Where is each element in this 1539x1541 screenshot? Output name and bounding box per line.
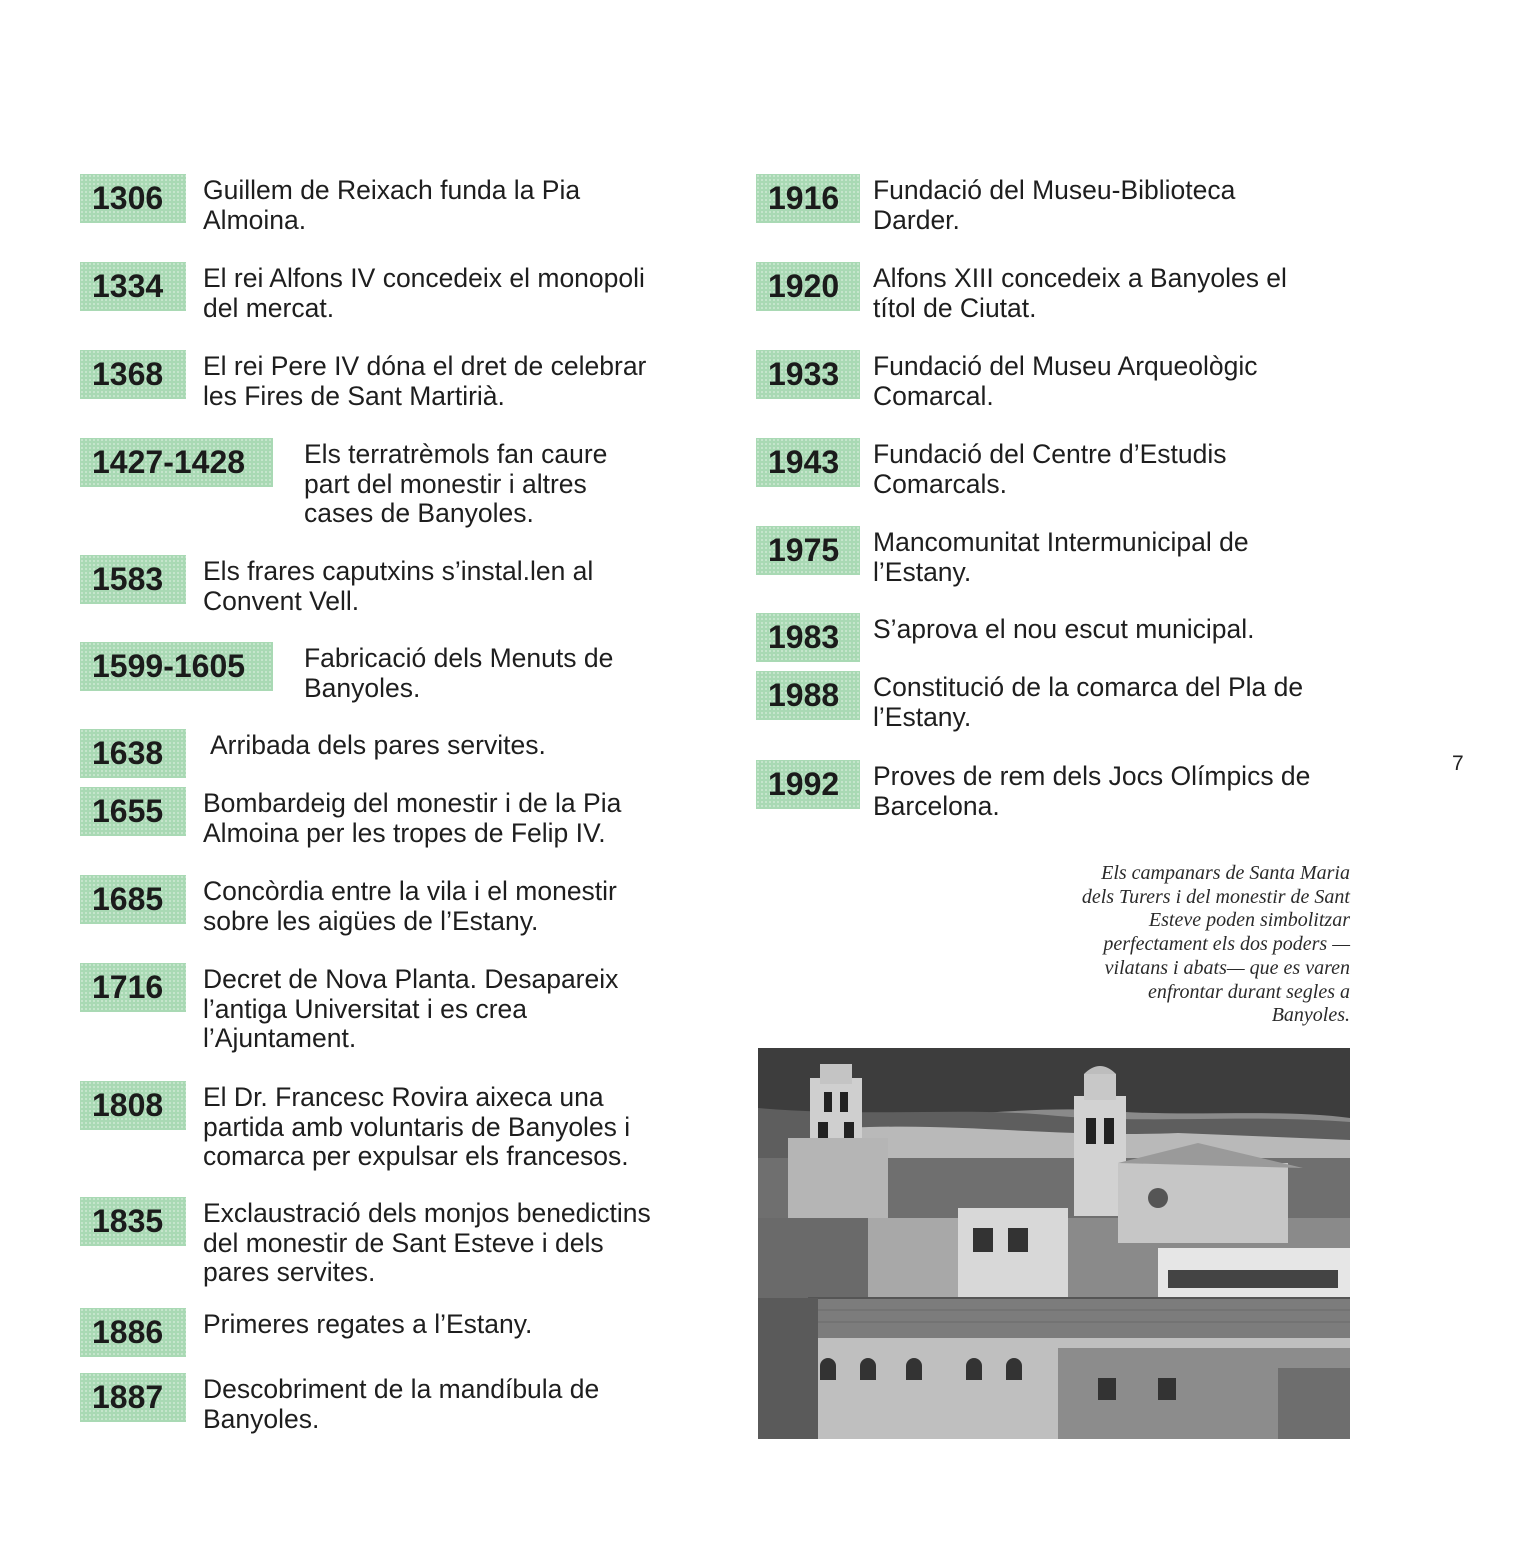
year-badge: 1887	[80, 1373, 186, 1422]
entry-line: Banyoles.	[203, 1403, 320, 1434]
entry-text	[873, 176, 1235, 235]
entry-line: Mancomunitat Intermunicipal de	[873, 527, 1249, 557]
entry-line: Comarcals.	[873, 468, 1008, 499]
year-badge: 1583	[80, 555, 186, 604]
entry-text	[873, 762, 1310, 821]
caption-line: Esteve poden simbolitzar	[1148, 909, 1350, 932]
caption-line: dels Turers i del monestir de Sant	[1081, 885, 1350, 908]
caption-line: enfrontar durant segles a	[1147, 980, 1350, 1003]
entry-text	[873, 673, 1303, 732]
entry-line: Primeres regates a l’Estany.	[203, 1309, 533, 1339]
entry-line: Fundació del Museu Arqueològic	[873, 351, 1258, 381]
entry-line: Comarcal.	[873, 380, 994, 411]
entry-line: Exclaustració dels monjos benedictins	[203, 1198, 651, 1228]
year-badge: 1933	[756, 350, 860, 399]
entry-line: Guillem de Reixach funda la Pia	[203, 175, 581, 205]
entry-line: comarca per expulsar els francesos.	[203, 1141, 629, 1171]
entry-line: Els frares caputxins s’instal.len al	[203, 556, 594, 586]
entry-text	[873, 615, 1255, 645]
entry-line: partida amb voluntaris de Banyoles i	[203, 1111, 631, 1142]
entry-line: Darder.	[873, 204, 960, 235]
year-badge: 1992	[756, 760, 860, 809]
caption-line: Els campanars de Santa Maria	[1101, 862, 1350, 884]
entry-line: l’Estany.	[873, 701, 972, 732]
entry-text	[873, 440, 1227, 499]
entry-line: part del monestir i altres	[304, 468, 587, 499]
bell-towers-photo	[758, 1048, 1350, 1439]
year-badge: 1638	[80, 729, 186, 778]
year-badge: 1685	[80, 875, 186, 924]
caption-line: perfectament els dos poders —	[1103, 933, 1350, 956]
year-badge: 1368	[80, 350, 186, 399]
photo-caption	[960, 862, 1350, 1028]
entry-text	[873, 352, 1258, 411]
entry-line: pares servites.	[203, 1257, 376, 1287]
year-badge: 1716	[80, 963, 186, 1012]
entry-line: Els terratrèmols fan caure	[304, 439, 608, 469]
year-badge: 1655	[80, 787, 186, 836]
year-badge: 1808	[80, 1081, 186, 1130]
entry-line: Fabricació dels Menuts de	[304, 643, 614, 673]
year-badge: 1975	[756, 526, 860, 575]
year-badge: 1306	[80, 174, 186, 223]
entry-line: les Fires de Sant Martirià.	[203, 380, 505, 411]
entry-line: Proves de rem dels Jocs Olímpics de	[873, 761, 1311, 791]
entry-line: Alfons XIII concedeix a Banyoles el	[873, 263, 1287, 293]
entry-line: Almoina per les tropes de Felip IV.	[203, 817, 606, 848]
entry-line: Almoina.	[203, 204, 307, 235]
year-badge: 1920	[756, 262, 860, 311]
entry-line: l’antiga Universitat i es crea	[203, 993, 528, 1024]
entry-line: Banyoles.	[304, 672, 421, 703]
entry-text	[873, 528, 1249, 587]
entry-line: Convent Vell.	[203, 585, 360, 616]
entry-line: sobre les aigües de l’Estany.	[203, 905, 539, 936]
entry-line: Descobriment de la mandíbula de	[203, 1374, 600, 1404]
entry-line: títol de Ciutat.	[873, 292, 1037, 323]
entry-line: Concòrdia entre la vila i el monestir	[203, 876, 617, 906]
entry-line: Bombardeig del monestir i de la Pia	[203, 788, 622, 818]
page-number: 7	[1452, 752, 1464, 775]
year-badge: 1943	[756, 438, 860, 487]
year-badge: 1835	[80, 1197, 186, 1246]
entry-line: Fundació del Centre d’Estudis	[873, 439, 1227, 469]
entry-line: l’Estany.	[873, 556, 972, 587]
entry-line: Fundació del Museu-Biblioteca	[873, 175, 1236, 205]
entry-line: l’Ajuntament.	[203, 1023, 357, 1053]
year-badge: 1886	[80, 1308, 186, 1357]
entry-line: Decret de Nova Planta. Desapareix	[203, 964, 619, 994]
year-badge: 1427-1428	[80, 438, 273, 487]
entry-line: Arribada dels pares servites.	[210, 730, 546, 760]
year-badge: 1599-1605	[80, 642, 273, 691]
entry-line: S’aprova el nou escut municipal.	[873, 614, 1255, 644]
caption-line: vilatans i abats— que es varen	[1104, 956, 1350, 979]
year-badge: 1334	[80, 262, 186, 311]
entry-line: Barcelona.	[873, 790, 1000, 821]
entry-line: El rei Pere IV dóna el dret de celebrar	[203, 351, 647, 381]
entry-line: del monestir de Sant Esteve i dels	[203, 1227, 604, 1258]
year-badge: 1983	[756, 613, 860, 662]
caption-line: Banyoles.	[1271, 1004, 1350, 1027]
year-badge: 1916	[756, 174, 860, 223]
entry-text	[873, 264, 1287, 323]
year-badge: 1988	[756, 671, 860, 720]
entry-line: cases de Banyoles.	[304, 498, 534, 528]
entry-line: del mercat.	[203, 292, 335, 323]
entry-line: El rei Alfons IV concedeix el monopoli	[203, 263, 645, 293]
entry-line: Constitució de la comarca del Pla de	[873, 672, 1304, 702]
entry-line: El Dr. Francesc Rovira aixeca una	[203, 1082, 604, 1112]
